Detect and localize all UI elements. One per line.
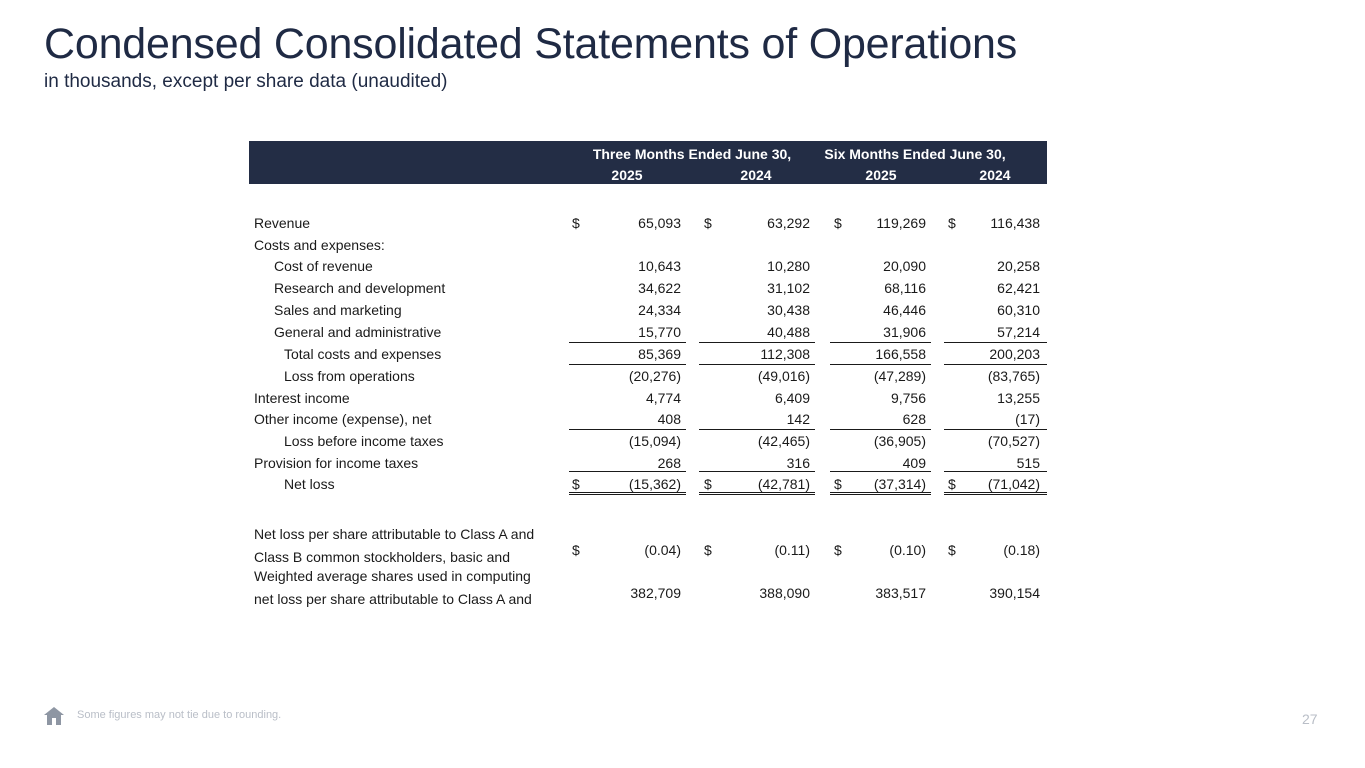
table-cell: 62,421	[997, 280, 1040, 296]
row-label: Costs and expenses:	[254, 237, 385, 253]
table-cell: 31,102	[767, 280, 810, 296]
table-cell: 200,203	[989, 346, 1040, 362]
table-cell: (37,314)	[873, 476, 926, 492]
year-header: 2025	[611, 167, 643, 183]
row-label: Other income (expense), net	[254, 411, 432, 427]
table-cell: 65,093	[638, 215, 681, 231]
page-subtitle: in thousands, except per share data (unaudited)	[44, 71, 448, 92]
table-cell: 112,308	[760, 346, 810, 362]
table-cell: 20,258	[997, 258, 1040, 274]
footnote: Some figures may not tie due to rounding.	[77, 709, 282, 721]
column-group-header: Six Months Ended June 30,	[824, 146, 1006, 162]
subtotal-rule	[569, 471, 686, 472]
total-double-rule	[944, 492, 1047, 495]
home-icon	[43, 706, 65, 726]
row-label: Weighted average shares used in computing	[254, 568, 531, 584]
currency-symbol: $	[704, 542, 712, 558]
table-cell: 119,269	[876, 215, 926, 231]
table-cell: 268	[657, 455, 681, 471]
currency-symbol: $	[948, 542, 956, 558]
row-label: Interest income	[254, 390, 350, 406]
table-cell: 60,310	[997, 302, 1040, 318]
currency-symbol: $	[834, 476, 842, 492]
table-cell: (42,781)	[757, 476, 810, 492]
table-cell: 10,280	[767, 258, 810, 274]
subtotal-rule	[944, 364, 1047, 365]
row-label: Class B common stockholders, basic and	[254, 549, 510, 565]
table-cell: 628	[902, 411, 926, 427]
table-cell: 57,214	[997, 324, 1040, 340]
table-cell: 9,756	[890, 390, 926, 406]
table-cell: 31,906	[883, 324, 926, 340]
financial-table	[249, 141, 1047, 611]
currency-symbol: $	[704, 215, 712, 231]
table-cell: (0.04)	[644, 542, 681, 558]
table-cell: (83,765)	[987, 368, 1040, 384]
table-cell: 166,558	[875, 346, 926, 362]
row-label: Research and development	[274, 280, 446, 296]
table-cell: 316	[786, 455, 810, 471]
table-cell: 30,438	[767, 302, 810, 318]
subtotal-rule	[699, 429, 815, 430]
row-label: Net loss per share attributable to Class A and	[254, 526, 535, 542]
table-cell: (0.18)	[1003, 542, 1040, 558]
table-cell: 10,643	[638, 258, 681, 274]
subtotal-rule	[830, 364, 931, 365]
currency-symbol: $	[834, 542, 842, 558]
subtotal-rule	[569, 342, 686, 343]
total-double-rule	[830, 492, 931, 495]
row-label: Provision for income taxes	[254, 455, 419, 471]
row-label: net loss per share attributable to Class A and	[254, 591, 532, 607]
subtotal-rule	[699, 342, 815, 343]
subtotal-rule	[699, 364, 815, 365]
row-label: Total costs and expenses	[284, 346, 442, 362]
row-label: Cost of revenue	[274, 258, 373, 274]
subtotal-rule	[830, 342, 931, 343]
table-cell: 388,090	[759, 585, 810, 601]
subtotal-rule	[830, 471, 931, 472]
subtotal-rule	[830, 429, 931, 430]
table-cell: 390,154	[989, 585, 1040, 601]
table-cell: 4,774	[645, 390, 681, 406]
table-cell: 20,090	[883, 258, 926, 274]
total-double-rule	[699, 492, 815, 495]
page-title: Condensed Consolidated Statements of Operations	[44, 20, 1018, 68]
table-cell: 34,622	[638, 280, 681, 296]
subtotal-rule	[569, 364, 686, 365]
table-cell: 15,770	[638, 324, 681, 340]
table-cell: (71,042)	[987, 476, 1040, 492]
table-cell: 6,409	[774, 390, 810, 406]
table-cell: 142	[786, 411, 810, 427]
currency-symbol: $	[704, 476, 712, 492]
table-cell: (0.10)	[889, 542, 926, 558]
table-cell: (20,276)	[628, 368, 681, 384]
row-label: Sales and marketing	[274, 302, 402, 318]
column-group-header: Three Months Ended June 30,	[592, 146, 792, 162]
year-header: 2025	[865, 167, 897, 183]
table-cell: 409	[902, 455, 926, 471]
row-label: Loss before income taxes	[284, 433, 444, 449]
year-header: 2024	[740, 167, 772, 183]
currency-symbol: $	[572, 476, 580, 492]
table-cell: 68,116	[884, 280, 926, 296]
table-cell: (0.11)	[774, 542, 810, 558]
row-label: Net loss	[284, 476, 335, 492]
table-cell: (17)	[1015, 411, 1040, 427]
table-cell: (15,362)	[628, 476, 681, 492]
table-cell: (15,094)	[628, 433, 681, 449]
table-cell: 24,334	[638, 302, 681, 318]
currency-symbol: $	[948, 215, 956, 231]
total-double-rule	[569, 492, 686, 495]
row-label: General and administrative	[274, 324, 442, 340]
subtotal-rule	[699, 471, 815, 472]
row-label: Loss from operations	[284, 368, 415, 384]
subtotal-rule	[944, 471, 1047, 472]
table-cell: 408	[657, 411, 681, 427]
table-cell: (49,016)	[757, 368, 810, 384]
page-number: 27	[1302, 711, 1318, 727]
currency-symbol: $	[834, 215, 842, 231]
table-cell: 116,438	[990, 215, 1040, 231]
subtotal-rule	[944, 429, 1047, 430]
table-cell: (47,289)	[873, 368, 926, 384]
currency-symbol: $	[572, 542, 580, 558]
row-label: Revenue	[254, 215, 311, 231]
table-cell: 383,517	[875, 585, 926, 601]
currency-symbol: $	[948, 476, 956, 492]
subtotal-rule	[569, 429, 686, 430]
table-cell: (70,527)	[987, 433, 1040, 449]
table-cell: 85,369	[638, 346, 681, 362]
table-cell: 13,255	[997, 390, 1040, 406]
table-cell: 63,292	[767, 215, 810, 231]
table-cell: 40,488	[767, 324, 810, 340]
table-cell: (36,905)	[873, 433, 926, 449]
table-cell: (42,465)	[757, 433, 810, 449]
table-cell: 46,446	[883, 302, 926, 318]
table-cell: 515	[1016, 455, 1040, 471]
year-header: 2024	[979, 167, 1011, 183]
table-cell: 382,709	[630, 585, 681, 601]
subtotal-rule	[944, 342, 1047, 343]
table-header	[249, 141, 1047, 184]
currency-symbol: $	[572, 215, 580, 231]
